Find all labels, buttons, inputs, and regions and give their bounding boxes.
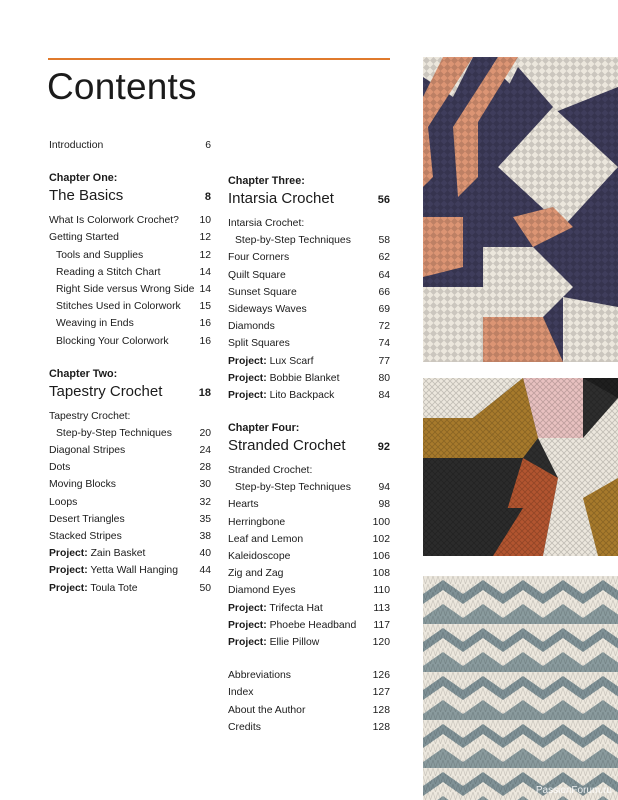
toc-entry[interactable] — [228, 617, 390, 634]
entry-page: 128 — [372, 721, 390, 733]
entry-label: Moving Blocks — [49, 479, 116, 491]
toc-entry[interactable] — [228, 249, 390, 266]
toc-entry[interactable] — [49, 476, 211, 493]
entry-page: 100 — [372, 516, 390, 528]
toc-entry[interactable] — [228, 684, 390, 701]
entry-page: 98 — [378, 499, 390, 511]
entry-label: Right Side versus Wrong Side — [56, 283, 195, 295]
project-prefix: Project: — [228, 619, 267, 631]
entry-label — [228, 617, 356, 634]
toc-entry[interactable] — [228, 667, 390, 684]
entry-label: Diamond Eyes — [228, 585, 296, 597]
entry-label: Leaf and Lemon — [228, 533, 304, 545]
entry-label: Step-by-Step Techniques — [56, 427, 172, 439]
entry-label — [228, 353, 313, 370]
entry-label: Desert Triangles — [49, 513, 125, 525]
toc-entry[interactable] — [49, 298, 211, 315]
toc-entry[interactable] — [49, 562, 211, 579]
entry-page: 16 — [199, 318, 211, 330]
entry-label: Dots — [49, 462, 71, 474]
entry-label: Zig and Zag — [228, 568, 284, 580]
toc-entry[interactable] — [228, 548, 390, 565]
chapter-two-head: Chapter Two: — [49, 367, 118, 380]
entry-page: 77 — [378, 355, 390, 367]
entry-label: Quilt Square — [228, 269, 286, 281]
entry-label: Getting Started — [49, 232, 119, 244]
entry-page: 6 — [205, 140, 211, 151]
chapter-two-entries — [49, 425, 211, 597]
entry-page: 72 — [378, 321, 390, 333]
entry-label: Abbreviations — [228, 670, 291, 682]
chapter-title-text: The Basics — [49, 187, 124, 205]
project-name: Toula Tote — [90, 582, 138, 594]
entry-page: 108 — [372, 568, 390, 580]
entry-page: 24 — [199, 445, 211, 457]
entry-label: Stacked Stripes — [49, 531, 122, 542]
entry-label: Kaleidoscope — [228, 551, 291, 562]
entry-page: 14 — [199, 266, 211, 278]
entry-label: Herringbone — [228, 516, 286, 528]
toc-entry[interactable] — [228, 370, 390, 387]
toc-entry[interactable] — [228, 284, 390, 301]
entry-page: 35 — [199, 513, 211, 525]
chapter-four-title[interactable] — [228, 436, 390, 462]
toc-entry[interactable] — [49, 247, 211, 264]
entry-page: 44 — [199, 565, 211, 577]
toc-entry[interactable] — [228, 267, 390, 284]
toc-entry[interactable] — [49, 212, 211, 229]
entry-label: Four Corners — [228, 252, 290, 264]
entry-page: 40 — [199, 548, 211, 560]
entry-page: 127 — [372, 687, 390, 699]
toc-entry[interactable] — [228, 531, 390, 548]
toc-entry[interactable] — [228, 232, 390, 249]
project-prefix: Project: — [228, 372, 267, 384]
entry-label: Diagonal Stripes — [49, 445, 126, 457]
entry-label — [228, 600, 323, 617]
chapter-one-head: Chapter One: — [49, 172, 118, 185]
toc-entry[interactable] — [49, 333, 211, 350]
toc-entry[interactable] — [228, 702, 390, 719]
toc-subhead — [228, 215, 390, 232]
entry-page: 58 — [378, 235, 390, 247]
project-prefix: Project: — [49, 582, 88, 594]
toc-entry[interactable] — [228, 719, 390, 736]
toc-entry[interactable] — [49, 281, 211, 298]
toc-entry[interactable] — [49, 494, 211, 511]
entry-page: 12 — [199, 232, 211, 244]
toc-entry-introduction[interactable] — [49, 137, 211, 154]
chapter-one-entries — [49, 212, 211, 350]
entry-label: Intarsia Crochet: — [228, 218, 305, 229]
toc-entry[interactable] — [228, 335, 390, 352]
entry-page: 62 — [378, 252, 390, 264]
entry-label: Credits — [228, 721, 261, 733]
entry-page: 110 — [373, 585, 390, 597]
entry-page: 94 — [378, 482, 390, 494]
entry-page: 50 — [199, 582, 211, 594]
toc-entry[interactable] — [49, 511, 211, 528]
chapter-two-title[interactable] — [49, 382, 211, 408]
toc-entry[interactable] — [228, 514, 390, 531]
entry-page: 69 — [378, 303, 390, 315]
entry-page: 102 — [372, 533, 390, 545]
toc-entry[interactable] — [228, 565, 390, 582]
entry-label: Reading a Stitch Chart — [56, 266, 161, 278]
toc-entry[interactable] — [49, 580, 211, 597]
toc-column-left — [49, 137, 211, 597]
entry-label: About the Author — [228, 704, 306, 716]
tapestry-swatch-photo — [423, 378, 618, 556]
entry-page: 66 — [378, 286, 390, 298]
chapter-page: 56 — [377, 194, 390, 206]
entry-label — [49, 545, 145, 562]
toc-entry[interactable] — [49, 264, 211, 281]
project-name: Trifecta Hat — [269, 602, 323, 614]
toc-subhead — [228, 462, 390, 479]
chapter-page: 8 — [204, 191, 211, 204]
entry-page: 10 — [199, 215, 211, 227]
project-name: Phoebe Headband — [269, 619, 357, 631]
entry-label: Introduction — [49, 140, 104, 151]
entry-label: Stranded Crochet: — [228, 465, 313, 477]
entry-label: Weaving in Ends — [56, 318, 134, 330]
toc-entry[interactable] — [228, 600, 390, 617]
entry-label — [228, 370, 339, 387]
project-prefix: Project: — [228, 389, 267, 401]
toc-entry[interactable] — [49, 528, 211, 545]
chapter-title-text: Intarsia Crochet — [228, 190, 334, 207]
entry-label: Tapestry Crochet: — [49, 410, 131, 422]
chapter-three-title[interactable] — [228, 189, 390, 215]
project-prefix: Project: — [228, 602, 267, 614]
entry-page: 74 — [378, 338, 390, 350]
toc-entry[interactable] — [228, 634, 390, 651]
page-title: Contents — [47, 66, 197, 107]
toc-entry[interactable] — [49, 425, 211, 442]
entry-page: 126 — [372, 670, 390, 682]
toc-subhead — [49, 408, 211, 425]
entry-page: 64 — [378, 269, 390, 281]
entry-label — [228, 387, 334, 404]
chapter-three-entries — [228, 232, 390, 404]
entry-label: Index — [228, 687, 254, 699]
entry-label — [49, 562, 178, 579]
entry-page: 16 — [199, 335, 211, 347]
toc-entry[interactable] — [49, 459, 211, 476]
entry-page: 113 — [373, 602, 390, 614]
entry-label: Stitches Used in Colorwork — [56, 301, 181, 313]
entry-page: 15 — [199, 301, 211, 313]
toc-entry[interactable] — [49, 229, 211, 246]
entry-page: 84 — [378, 389, 390, 401]
chapter-one-title[interactable] — [49, 186, 211, 212]
project-prefix: Project: — [49, 548, 88, 560]
entry-page: 120 — [372, 636, 390, 648]
toc-entry[interactable] — [228, 496, 390, 513]
entry-page: 30 — [199, 479, 211, 491]
toc-entry[interactable] — [49, 545, 211, 562]
entry-label: Loops — [49, 496, 78, 508]
toc-entry[interactable] — [228, 301, 390, 318]
project-prefix: Project: — [228, 636, 267, 648]
chapter-page: 18 — [198, 386, 211, 399]
accent-rule — [48, 58, 390, 60]
project-prefix: Project: — [228, 355, 267, 367]
chapter-four-entries — [228, 479, 390, 651]
entry-page: 14 — [199, 283, 211, 295]
entry-label — [49, 580, 138, 597]
watermark: PassionForum.ru — [535, 785, 612, 796]
entry-label: Step-by-Step Techniques — [235, 482, 351, 494]
entry-page: 38 — [199, 531, 211, 542]
entry-page: 32 — [199, 496, 211, 508]
toc-entry[interactable] — [49, 442, 211, 459]
project-name: Zain Basket — [90, 548, 146, 560]
entry-label: Step-by-Step Techniques — [235, 235, 351, 247]
entry-page: 12 — [199, 249, 211, 261]
toc-entry[interactable] — [49, 315, 211, 332]
chapter-title-text: Tapestry Crochet — [49, 382, 163, 400]
entry-page: 80 — [378, 372, 390, 384]
chapter-three-head: Chapter Three: — [228, 175, 305, 187]
chapter-title-text: Stranded Crochet — [228, 437, 346, 455]
stranded-swatch-photo — [423, 576, 618, 800]
entry-label — [228, 634, 319, 651]
entry-label: Sunset Square — [228, 286, 297, 298]
entry-label: Hearts — [228, 499, 259, 511]
entry-page: 128 — [372, 704, 390, 716]
entry-label: Sideways Waves — [228, 303, 307, 315]
intarsia-swatch-photo — [423, 57, 618, 362]
project-name: Yetta Wall Hanging — [90, 565, 178, 577]
chapter-four-head: Chapter Four: — [228, 422, 300, 435]
project-name: Ellie Pillow — [269, 636, 320, 648]
toc-entry[interactable] — [228, 387, 390, 404]
toc-column-right — [228, 173, 390, 736]
project-prefix: Project: — [49, 565, 88, 577]
entry-label: Blocking Your Colorwork — [56, 335, 169, 347]
entry-label: Diamonds — [228, 321, 275, 333]
project-name: Bobbie Blanket — [269, 372, 340, 384]
toc-entry[interactable] — [228, 582, 390, 599]
toc-entry[interactable] — [228, 318, 390, 335]
entry-page: 20 — [199, 427, 211, 439]
toc-entry[interactable] — [228, 353, 390, 370]
entry-label: Split Squares — [228, 338, 290, 350]
project-name: Lito Backpack — [269, 389, 335, 401]
toc-entry[interactable] — [228, 479, 390, 496]
back-matter-entries — [228, 667, 390, 736]
entry-label: Tools and Supplies — [56, 249, 144, 261]
chapter-page: 92 — [377, 441, 390, 454]
entry-page: 28 — [199, 462, 211, 474]
entry-page: 106 — [372, 551, 390, 562]
entry-label: What Is Colorwork Crochet? — [49, 215, 179, 227]
entry-page: 117 — [373, 619, 390, 631]
project-name: Lux Scarf — [269, 355, 314, 367]
